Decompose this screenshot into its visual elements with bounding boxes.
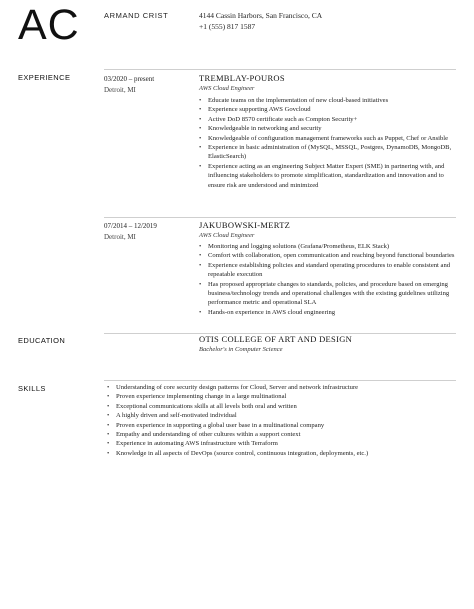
job-dates: 03/2020 – present: [104, 75, 155, 83]
section-title-skills: SKILLS: [18, 384, 46, 393]
section-divider: [104, 380, 456, 381]
list-item: • Proven experience implementing change in a large multinational: [107, 392, 459, 401]
job-title: AWS Cloud Engineer: [199, 85, 255, 92]
list-item: • Understanding of core security design patterns for Cloud, Server and network infrastructure: [107, 383, 459, 392]
monogram: AC: [18, 1, 80, 49]
job-bullets: [199, 242, 461, 317]
job-location: Detroit, MI: [104, 86, 136, 94]
list-item: • Has proposed appropriate changes to standards, policies, and procedure based on emerging business/technology trends and operational challenges with the existing guidelines utilizing performance metric and operational SLA: [199, 280, 461, 308]
list-item: • Experience establishing policies and standard operating procedures to enable consistent and repeatable execution: [199, 261, 461, 280]
company-name: JAKUBOWSKI-MERTZ: [199, 220, 291, 230]
list-item: • Experience acting as an engineering Subject Matter Expert (SME) in partnering with, and influencing stakeholders to promote simplification, standardization and innovation and to ensure risk are understood and minimized: [199, 162, 461, 190]
list-item: • Comfort with collaboration, open communication and reaching beyond functional boundaries: [199, 251, 461, 260]
list-item: • Knowledgeable in networking and security: [199, 124, 461, 133]
list-item: • Hands-on experience in AWS cloud engineering: [199, 308, 461, 317]
list-item: • Active DoD 8570 certificate such as Compton Security+: [199, 115, 461, 124]
list-item: • Experience supporting AWS Govcloud: [199, 105, 461, 114]
job-location: Detroit, MI: [104, 233, 136, 241]
section-divider: [104, 69, 456, 70]
list-item: • Exceptional communications skills at all levels both oral and written: [107, 402, 459, 411]
list-item: • Educate teams on the implementation of new cloud-based initiatives: [199, 96, 461, 105]
section-title-experience: EXPERIENCE: [18, 73, 71, 82]
list-item: • Experience in automating AWS infrastructure with Terraform: [107, 439, 459, 448]
company-name: TREMBLAY-POUROS: [199, 73, 285, 83]
job-divider: [104, 217, 456, 218]
skills-list: [107, 383, 459, 458]
job-bullets: [199, 96, 461, 190]
list-item: • Empathy and understanding of other cultures within a support context: [107, 430, 459, 439]
address: 4144 Cassin Harbors, San Francisco, CA: [199, 11, 323, 20]
list-item: • A highly driven and self-motivated individual: [107, 411, 459, 420]
list-item: • Proven experience in supporting a global user base in a multinational company: [107, 421, 459, 430]
contact-info: [199, 10, 322, 32]
list-item: • Knowledgeable of configuration management frameworks such as Puppet, Chef or Ansible: [199, 134, 461, 143]
list-item: • Experience in basic administration of (MySQL, MSSQL, Postgres, DynamoDB, MongoDB, ElasticSearch): [199, 143, 461, 162]
school-name: OTIS COLLEGE OF ART AND DESIGN: [199, 334, 353, 344]
phone: +1 (555) 817 1587: [199, 22, 256, 31]
candidate-name: ARMAND CRIST: [104, 11, 169, 20]
list-item: • Knowledge in all aspects of DevOps (source control, continuous integration, deployments, etc.): [107, 449, 459, 458]
list-item: • Monitoring and logging solutions (Grafana/Prometheus, ELK Stack): [199, 242, 461, 251]
job-dates: 07/2014 – 12/2019: [104, 222, 157, 230]
degree: Bachelor's in Computer Science: [199, 346, 283, 353]
job-title: AWS Cloud Engineer: [199, 232, 255, 239]
section-title-education: EDUCATION: [18, 336, 66, 345]
